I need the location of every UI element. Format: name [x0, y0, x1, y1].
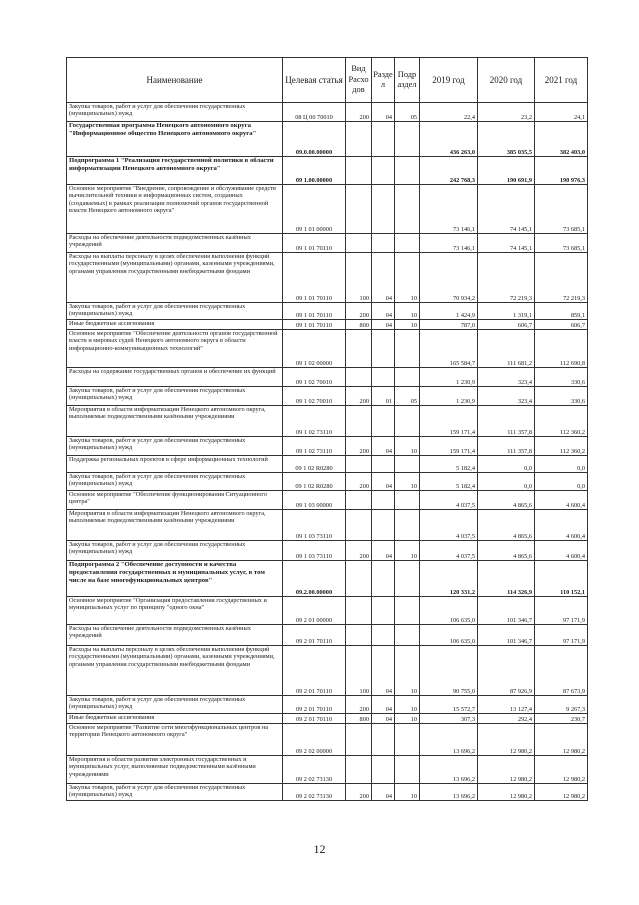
row-subsection	[395, 234, 420, 253]
row-value-2021: 4 600,4	[535, 541, 588, 561]
row-expense-type	[346, 234, 372, 253]
row-value-2021: 330,6	[535, 387, 588, 406]
row-section: 04	[372, 253, 395, 303]
table-row	[67, 696, 588, 714]
row-value-2021: 190 976,3	[535, 157, 588, 185]
row-value-2021: 97 171,9	[535, 625, 588, 646]
row-subsection: 10	[395, 541, 420, 561]
row-value-2021: 606,7	[535, 320, 588, 330]
row-subsection: 10	[395, 253, 420, 303]
header-subsection: Подр аздел	[395, 58, 420, 103]
table-row	[67, 561, 588, 597]
row-expense-type	[346, 330, 372, 368]
row-target-article: 09 1 02 R0280	[283, 456, 346, 473]
row-target-article: 09 2 02 73130	[283, 756, 346, 784]
row-target-article: 09.0.00.00000	[283, 122, 346, 157]
row-target-article: 09 2 02 00000	[283, 724, 346, 756]
table-header-row	[67, 58, 588, 103]
row-name: Закупка товаров, работ и услуг для обеспечения государственных (муниципальных) нужд	[67, 387, 283, 406]
row-section	[372, 724, 395, 756]
table-row	[67, 157, 588, 185]
row-name: Основное мероприятие "Обеспечение функционирования Ситуационного центра"	[67, 491, 283, 510]
row-value-2021: 73 685,1	[535, 185, 588, 234]
budget-table	[66, 57, 588, 801]
row-subsection	[395, 456, 420, 473]
row-subsection	[395, 724, 420, 756]
row-target-article: 09 1 01 70110	[283, 320, 346, 330]
row-value-2020: 74 145,1	[478, 234, 535, 253]
table-row	[67, 625, 588, 646]
row-value-2021: 24,1	[535, 103, 588, 122]
row-target-article: 09.2.00.00000	[283, 561, 346, 597]
row-value-2021: 4 600,4	[535, 510, 588, 541]
table-row	[67, 646, 588, 696]
row-value-2019: 13 696,2	[420, 756, 478, 784]
row-name: Подпрограмма 1 "Реализация государственной политики в области информатизации Ненецкого автономного округа"	[67, 157, 283, 185]
row-name: Поддержка региональных проектов в сфере информационных технологий	[67, 456, 283, 473]
row-expense-type: 800	[346, 714, 372, 724]
row-name: Закупка товаров, работ и услуг для обеспечения государственных (муниципальных) нужд	[67, 784, 283, 801]
row-value-2019: 106 635,0	[420, 597, 478, 625]
row-target-article: 09 1 01 70110	[283, 253, 346, 303]
table-row	[67, 330, 588, 368]
row-value-2019: 73 146,1	[420, 234, 478, 253]
row-section: 04	[372, 541, 395, 561]
row-expense-type: 200	[346, 437, 372, 456]
row-value-2019: 159 171,4	[420, 406, 478, 437]
table-row	[67, 541, 588, 561]
row-expense-type	[346, 368, 372, 387]
row-value-2019: 73 146,1	[420, 185, 478, 234]
row-name: Государственная программа Ненецкого автономного округа "Информационное общество Ненецкого автономного округа"	[67, 122, 283, 157]
row-expense-type	[346, 724, 372, 756]
row-value-2019: 1 424,9	[420, 303, 478, 320]
row-subsection: 10	[395, 696, 420, 714]
row-target-article: 09 1 03 73110	[283, 541, 346, 561]
row-subsection: 10	[395, 437, 420, 456]
row-subsection: 10	[395, 714, 420, 724]
row-value-2021: 382 403,0	[535, 122, 588, 157]
row-value-2021: 73 685,1	[535, 234, 588, 253]
row-target-article: 09 1 01 00000	[283, 185, 346, 234]
row-target-article: 09 2 02 73130	[283, 784, 346, 801]
row-section: 04	[372, 103, 395, 122]
header-year-2019: 2019 год	[420, 58, 478, 103]
row-expense-type: 200	[346, 473, 372, 491]
row-target-article: 09 1 01 70110	[283, 303, 346, 320]
row-subsection: 10	[395, 473, 420, 491]
table-row	[67, 456, 588, 473]
row-subsection	[395, 122, 420, 157]
row-value-2021: 330,6	[535, 368, 588, 387]
table-body	[67, 103, 588, 801]
row-value-2021: 12 980,2	[535, 724, 588, 756]
row-value-2020: 323,4	[478, 387, 535, 406]
row-name: Расходы на обеспечение деятельности подведомственных казённых учреждений	[67, 234, 283, 253]
row-expense-type: 200	[346, 387, 372, 406]
row-section: 04	[372, 320, 395, 330]
row-section	[372, 157, 395, 185]
row-expense-type: 200	[346, 784, 372, 801]
row-name: Мероприятия в области развития электронных государственных и муниципальных услуг, выполняемые подведомственными казёнными учреждениями	[67, 756, 283, 784]
row-value-2021: 0,0	[535, 473, 588, 491]
row-name: Иные бюджетные ассигнования	[67, 320, 283, 330]
row-section	[372, 185, 395, 234]
row-target-article: 09 2 01 70110	[283, 696, 346, 714]
row-section	[372, 368, 395, 387]
row-value-2019: 120 331,2	[420, 561, 478, 597]
row-name: Расходы на выплаты персоналу в целях обеспечения выполнения функций государственными (муниципальными) органами, казенными учреждениями, органами управления государственными внебюджетными фондами	[67, 253, 283, 303]
row-name: Расходы на выплаты персоналу в целях обеспечения выполнения функций государственными (муниципальными) органами, казенными учреждениями, органами управления государственными внебюджетными фондами	[67, 646, 283, 696]
row-value-2019: 13 696,2	[420, 724, 478, 756]
row-section: 01	[372, 387, 395, 406]
row-value-2019: 70 934,2	[420, 253, 478, 303]
row-expense-type	[346, 597, 372, 625]
table-row	[67, 185, 588, 234]
row-value-2019: 4 037,5	[420, 541, 478, 561]
header-year-2021: 2021 год	[535, 58, 588, 103]
row-expense-type: 200	[346, 103, 372, 122]
row-subsection	[395, 406, 420, 437]
row-value-2019: 13 696,2	[420, 784, 478, 801]
header-section: Разде л	[372, 58, 395, 103]
row-section	[372, 406, 395, 437]
row-value-2019: 5 182,4	[420, 456, 478, 473]
row-subsection	[395, 756, 420, 784]
row-expense-type: 200	[346, 696, 372, 714]
row-value-2019: 15 572,7	[420, 696, 478, 714]
row-section: 04	[372, 437, 395, 456]
row-name: Основное мероприятие "Развитие сети многофункциональных центров на территории Ненецкого автономного округа"	[67, 724, 283, 756]
row-section: 04	[372, 473, 395, 491]
table-row	[67, 406, 588, 437]
table-row	[67, 784, 588, 801]
row-value-2020: 4 865,6	[478, 491, 535, 510]
row-expense-type: 200	[346, 303, 372, 320]
row-subsection: 05	[395, 103, 420, 122]
row-subsection	[395, 157, 420, 185]
row-target-article: 09 2 01 70110	[283, 646, 346, 696]
row-value-2020: 72 219,3	[478, 253, 535, 303]
row-name: Закупка товаров, работ и услуг для обеспечения государственных (муниципальных) нужд	[67, 437, 283, 456]
row-value-2020: 101 346,7	[478, 625, 535, 646]
row-value-2020: 87 926,9	[478, 646, 535, 696]
row-value-2019: 242 768,3	[420, 157, 478, 185]
row-name: Закупка товаров, работ и услуг для обеспечения государственных (муниципальных) нужд	[67, 103, 283, 122]
row-value-2019: 106 635,0	[420, 625, 478, 646]
row-section	[372, 756, 395, 784]
table-row	[67, 724, 588, 756]
table-row	[67, 234, 588, 253]
row-value-2021: 230,7	[535, 714, 588, 724]
row-target-article: 09 1 02 00000	[283, 330, 346, 368]
row-target-article: 09 1 02 73110	[283, 437, 346, 456]
row-value-2019: 5 182,4	[420, 473, 478, 491]
row-value-2020: 292,4	[478, 714, 535, 724]
row-value-2020: 190 691,9	[478, 157, 535, 185]
row-expense-type	[346, 625, 372, 646]
row-section	[372, 456, 395, 473]
row-expense-type	[346, 561, 372, 597]
row-subsection	[395, 330, 420, 368]
row-name: Закупка товаров, работ и услуг для обеспечения государственных (муниципальных) нужд	[67, 696, 283, 714]
row-expense-type	[346, 756, 372, 784]
row-value-2021: 12 980,2	[535, 756, 588, 784]
row-value-2020: 111 357,8	[478, 406, 535, 437]
row-section	[372, 330, 395, 368]
row-value-2020: 323,4	[478, 368, 535, 387]
row-value-2021: 112 360,2	[535, 406, 588, 437]
row-subsection: 10	[395, 303, 420, 320]
row-target-article: 09 2 01 70110	[283, 714, 346, 724]
row-value-2020: 0,0	[478, 473, 535, 491]
row-name: Основное мероприятие "Обеспечение деятельности органов государственной власти и мировых судей Ненецкого автономного округа в области информационно-коммуникационных технологий"	[67, 330, 283, 368]
row-section: 04	[372, 646, 395, 696]
row-expense-type	[346, 491, 372, 510]
row-section: 04	[372, 303, 395, 320]
page-number: 12	[313, 842, 326, 856]
row-value-2020: 111 681,2	[478, 330, 535, 368]
row-section: 04	[372, 696, 395, 714]
row-subsection: 10	[395, 320, 420, 330]
row-target-article: 09 2 01 70110	[283, 625, 346, 646]
row-target-article: 09 1 02 70010	[283, 368, 346, 387]
row-section: 04	[372, 714, 395, 724]
row-value-2020: 12 980,2	[478, 784, 535, 801]
row-name: Закупка товаров, работ и услуг для обеспечения государственных (муниципальных) нужд	[67, 303, 283, 320]
row-name: Закупка товаров, работ и услуг для обеспечения государственных (муниципальных) нужд	[67, 541, 283, 561]
row-subsection	[395, 368, 420, 387]
row-subsection: 10	[395, 784, 420, 801]
row-expense-type	[346, 122, 372, 157]
table-row	[67, 303, 588, 320]
row-section: 04	[372, 784, 395, 801]
row-value-2019: 436 263,0	[420, 122, 478, 157]
row-value-2019: 22,4	[420, 103, 478, 122]
row-subsection	[395, 625, 420, 646]
row-subsection	[395, 491, 420, 510]
row-target-article: 09 2 01 00000	[283, 597, 346, 625]
row-value-2021: 112 690,8	[535, 330, 588, 368]
row-value-2021: 859,1	[535, 303, 588, 320]
row-value-2020: 114 326,9	[478, 561, 535, 597]
row-name: Мероприятия в области информатизации Ненецкого автономного округа, выполняемые подведомственными казёнными учреждениями	[67, 510, 283, 541]
row-name: Иные бюджетные ассигнования	[67, 714, 283, 724]
table-row	[67, 437, 588, 456]
table-row	[67, 368, 588, 387]
table-row	[67, 510, 588, 541]
row-value-2019: 90 755,0	[420, 646, 478, 696]
row-name: Расходы на обеспечение деятельности подведомственных казённых учреждений	[67, 625, 283, 646]
row-value-2020: 1 319,1	[478, 303, 535, 320]
row-expense-type	[346, 185, 372, 234]
row-name: Расходы на содержание государственных органов и обеспечение их функций	[67, 368, 283, 387]
row-value-2021: 110 152,1	[535, 561, 588, 597]
row-name: Подпрограмма 2 "Обеспечение доступности и качества предоставления государственных и муниципальных услуг, в том числе на базе многофункциональных центров"	[67, 561, 283, 597]
table-row	[67, 491, 588, 510]
header-name: Наименование	[67, 58, 283, 103]
row-value-2021: 0,0	[535, 456, 588, 473]
row-section	[372, 122, 395, 157]
table-row	[67, 122, 588, 157]
row-section	[372, 597, 395, 625]
table-row	[67, 473, 588, 491]
row-value-2020: 23,2	[478, 103, 535, 122]
row-subsection	[395, 185, 420, 234]
table-row	[67, 253, 588, 303]
row-value-2019: 1 230,9	[420, 387, 478, 406]
row-value-2021: 112 360,2	[535, 437, 588, 456]
row-value-2021: 72 219,3	[535, 253, 588, 303]
row-target-article: 09 1 03 73110	[283, 510, 346, 541]
row-value-2021: 9 267,3	[535, 696, 588, 714]
header-year-2020: 2020 год	[478, 58, 535, 103]
row-expense-type	[346, 157, 372, 185]
row-value-2020: 606,7	[478, 320, 535, 330]
row-value-2020: 74 145,1	[478, 185, 535, 234]
row-value-2020: 101 346,7	[478, 597, 535, 625]
table-row	[67, 597, 588, 625]
row-value-2019: 787,0	[420, 320, 478, 330]
row-target-article: 09 1 03 00000	[283, 491, 346, 510]
table-row	[67, 714, 588, 724]
row-expense-type	[346, 406, 372, 437]
row-value-2020: 12 980,2	[478, 756, 535, 784]
row-target-article: 09 1.00.00000	[283, 157, 346, 185]
row-expense-type: 100	[346, 646, 372, 696]
row-value-2019: 159 171,4	[420, 437, 478, 456]
row-name: Основное мероприятие "Внедрение, сопровождение и обслуживание средств вычислительной техники и информационных систем, созданных (создаваемых) в рамках реализации полномочий органов государственной власти Ненецкого автономного округа"	[67, 185, 283, 234]
row-value-2019: 1 230,9	[420, 368, 478, 387]
row-value-2020: 0,0	[478, 456, 535, 473]
row-name: Основное мероприятие "Организация предоставления государственных и муниципальных услуг по принципу "одного окна"	[67, 597, 283, 625]
table-row	[67, 103, 588, 122]
row-subsection	[395, 597, 420, 625]
row-section	[372, 561, 395, 597]
row-section	[372, 491, 395, 510]
row-name: Закупка товаров, работ и услуг для обеспечения государственных (муниципальных) нужд	[67, 473, 283, 491]
row-value-2020: 385 035,5	[478, 122, 535, 157]
row-expense-type: 200	[346, 541, 372, 561]
row-value-2021: 97 171,9	[535, 597, 588, 625]
row-value-2019: 307,3	[420, 714, 478, 724]
row-expense-type	[346, 510, 372, 541]
table-row	[67, 756, 588, 784]
row-expense-type: 100	[346, 253, 372, 303]
row-value-2021: 87 673,9	[535, 646, 588, 696]
header-target-article: Целевая статья	[283, 58, 346, 103]
row-target-article: 09 1 02 70010	[283, 387, 346, 406]
row-value-2019: 165 584,7	[420, 330, 478, 368]
row-value-2020: 4 865,6	[478, 510, 535, 541]
row-target-article: 09 1 01 70110	[283, 234, 346, 253]
table-row	[67, 320, 588, 330]
row-name: Мероприятия в области информатизации Ненецкого автономного округа, выполняемые подведомственными казёнными учреждениями	[67, 406, 283, 437]
row-value-2021: 12 980,2	[535, 784, 588, 801]
row-section	[372, 234, 395, 253]
header-expense-type: Вид Расхо дов	[346, 58, 372, 103]
row-value-2020: 4 865,6	[478, 541, 535, 561]
row-subsection	[395, 561, 420, 597]
row-value-2021: 4 600,4	[535, 491, 588, 510]
row-target-article: 09 1 02 73110	[283, 406, 346, 437]
row-subsection: 05	[395, 387, 420, 406]
row-value-2019: 4 037,5	[420, 491, 478, 510]
row-target-article: 08 Ц 00 70010	[283, 103, 346, 122]
row-subsection	[395, 510, 420, 541]
row-value-2020: 12 980,2	[478, 724, 535, 756]
row-value-2020: 13 127,4	[478, 696, 535, 714]
row-expense-type: 800	[346, 320, 372, 330]
row-target-article: 09 1 02 R0280	[283, 473, 346, 491]
row-subsection: 10	[395, 646, 420, 696]
table-row	[67, 387, 588, 406]
row-value-2020: 111 357,8	[478, 437, 535, 456]
row-value-2019: 4 037,5	[420, 510, 478, 541]
row-section	[372, 510, 395, 541]
row-expense-type	[346, 456, 372, 473]
row-section	[372, 625, 395, 646]
